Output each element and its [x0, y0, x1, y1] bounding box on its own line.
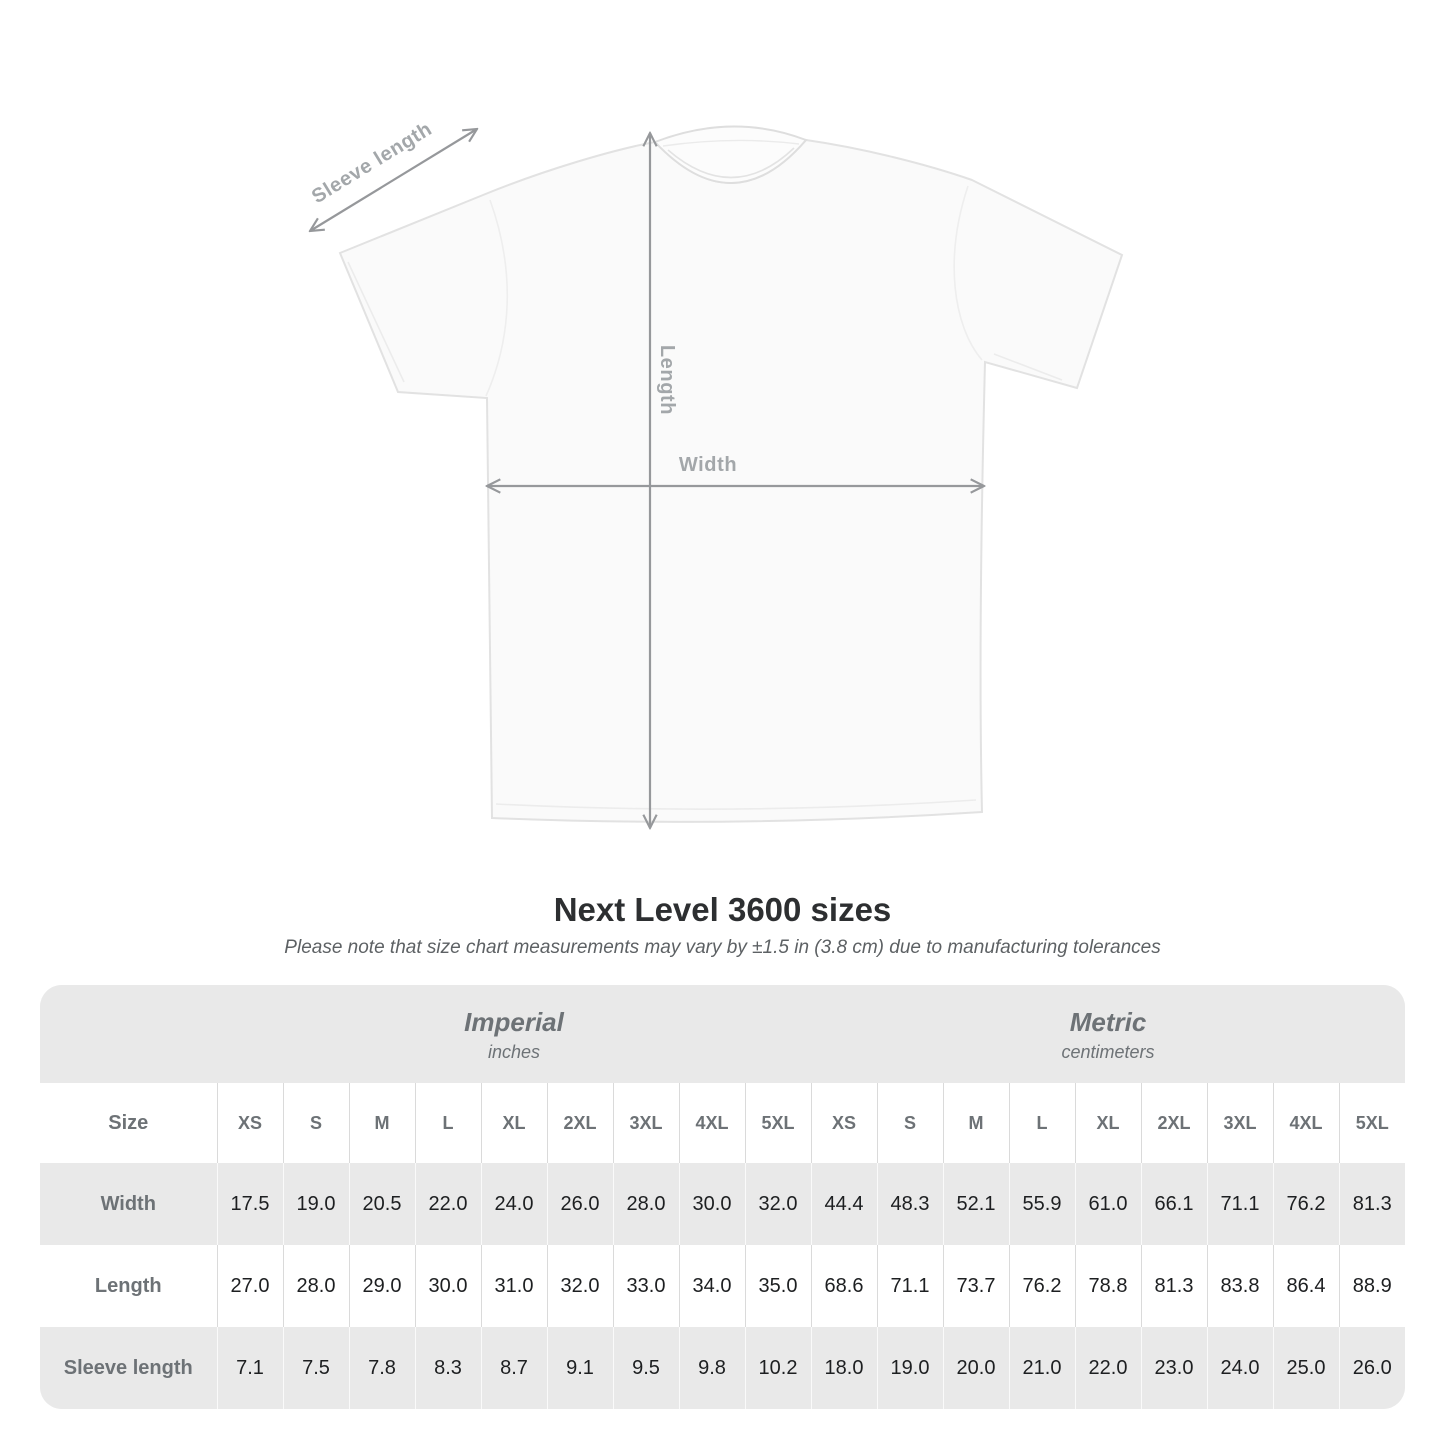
- size-table: [40, 985, 1405, 1409]
- size-column-header-metric-m: M: [943, 1083, 1009, 1163]
- measurement-value-cell: 71.1: [1207, 1163, 1273, 1245]
- unit-name: inches: [487, 1041, 541, 1062]
- length-label: Length: [656, 344, 678, 416]
- size-column-header-metric-s: S: [877, 1083, 943, 1163]
- size-column-header-metric-2xl: 2XL: [1141, 1083, 1207, 1163]
- size-column-header-metric-xs: XS: [811, 1083, 877, 1163]
- measurement-value-cell: 17.5: [217, 1163, 283, 1245]
- measurement-value-cell: 26.0: [1339, 1327, 1405, 1409]
- measurement-value-cell: 8.3: [415, 1327, 481, 1409]
- measurement-value-cell: 81.3: [1141, 1245, 1207, 1327]
- size-column-header-metric-3xl: 3XL: [1207, 1083, 1273, 1163]
- size-column-header-imperial-2xl: 2XL: [547, 1083, 613, 1163]
- unit-system-name: Metric: [1069, 1006, 1147, 1037]
- measurement-value-cell: 31.0: [481, 1245, 547, 1327]
- row-label: Width: [100, 1192, 156, 1215]
- size-corner-header: Size: [40, 1083, 217, 1163]
- size-column-header-imperial-5xl: 5XL: [745, 1083, 811, 1163]
- measurement-value-cell: 27.0: [217, 1245, 283, 1327]
- measurement-value-cell: 24.0: [1207, 1327, 1273, 1409]
- measurement-value-cell: 24.0: [481, 1163, 547, 1245]
- measurement-value-cell: 7.8: [349, 1327, 415, 1409]
- measurement-value-cell: 10.2: [745, 1327, 811, 1409]
- width-label: Width: [678, 454, 738, 476]
- measurement-value-cell: 81.3: [1339, 1163, 1405, 1245]
- size-column-header-imperial-s: S: [283, 1083, 349, 1163]
- measurement-value-cell: 29.0: [349, 1245, 415, 1327]
- tshirt-outline: [340, 140, 1122, 822]
- measurement-value-cell: 32.0: [745, 1163, 811, 1245]
- measurement-value-cell: 19.0: [283, 1163, 349, 1245]
- measurement-value-cell: 71.1: [877, 1245, 943, 1327]
- size-table-panel: [40, 985, 1405, 1409]
- size-column-header-imperial-m: M: [349, 1083, 415, 1163]
- measurement-value-cell: 7.1: [217, 1327, 283, 1409]
- size-column-header-imperial-4xl: 4XL: [679, 1083, 745, 1163]
- measurement-value-cell: 9.8: [679, 1327, 745, 1409]
- measurement-value-cell: 21.0: [1009, 1327, 1075, 1409]
- measurement-value-cell: 25.0: [1273, 1327, 1339, 1409]
- measurement-value-cell: 18.0: [811, 1327, 877, 1409]
- measurement-value-cell: 34.0: [679, 1245, 745, 1327]
- measurement-value-cell: 8.7: [481, 1327, 547, 1409]
- size-column-header-imperial-xl: XL: [481, 1083, 547, 1163]
- size-column-header-imperial-xs: XS: [217, 1083, 283, 1163]
- page-title: Next Level 3600 sizes: [553, 891, 892, 928]
- measurement-value-cell: 55.9: [1009, 1163, 1075, 1245]
- size-column-header-metric-4xl: 4XL: [1273, 1083, 1339, 1163]
- measurement-value-cell: 48.3: [877, 1163, 943, 1245]
- size-column-header-metric-xl: XL: [1075, 1083, 1141, 1163]
- measurement-value-cell: 32.0: [547, 1245, 613, 1327]
- measurement-value-cell: 22.0: [1075, 1327, 1141, 1409]
- size-column-header-metric-l: L: [1009, 1083, 1075, 1163]
- measurement-value-cell: 20.5: [349, 1163, 415, 1245]
- measurement-value-cell: 26.0: [547, 1163, 613, 1245]
- tolerance-note: Please note that size chart measurements may vary by ±1.5 in (3.8 cm) due to manufacturing tolerances: [284, 937, 1161, 958]
- measurement-row: [40, 1327, 1405, 1409]
- measurement-value-cell: 23.0: [1141, 1327, 1207, 1409]
- measurement-value-cell: 68.6: [811, 1245, 877, 1327]
- measurement-value-cell: 86.4: [1273, 1245, 1339, 1327]
- unit-name: centimeters: [1061, 1041, 1155, 1062]
- measurement-value-cell: 22.0: [415, 1163, 481, 1245]
- row-label: Sleeve length: [63, 1356, 193, 1379]
- measurement-value-cell: 19.0: [877, 1327, 943, 1409]
- size-column-header-imperial-l: L: [415, 1083, 481, 1163]
- measurement-value-cell: 33.0: [613, 1245, 679, 1327]
- measurement-value-cell: 73.7: [943, 1245, 1009, 1327]
- measurement-row: [40, 1163, 1405, 1245]
- sleeve-length-label: Sleeve length: [307, 117, 437, 209]
- imperial-group-header: [217, 985, 811, 1083]
- measurement-value-cell: 61.0: [1075, 1163, 1141, 1245]
- measurement-value-cell: 35.0: [745, 1245, 811, 1327]
- measurement-value-cell: 52.1: [943, 1163, 1009, 1245]
- metric-group-header: [811, 985, 1405, 1083]
- measurement-value-cell: 83.8: [1207, 1245, 1273, 1327]
- measurement-row: [40, 1245, 1405, 1327]
- measurement-value-cell: 44.4: [811, 1163, 877, 1245]
- measurement-value-cell: 7.5: [283, 1327, 349, 1409]
- group-header-spacer: [40, 985, 217, 1083]
- row-label: Length: [94, 1274, 162, 1297]
- measurement-value-cell: 28.0: [613, 1163, 679, 1245]
- measurement-value-cell: 30.0: [415, 1245, 481, 1327]
- measurement-value-cell: 88.9: [1339, 1245, 1405, 1327]
- measurement-value-cell: 9.5: [613, 1327, 679, 1409]
- measurement-value-cell: 76.2: [1009, 1245, 1075, 1327]
- size-column-header-metric-5xl: 5XL: [1339, 1083, 1405, 1163]
- measurement-value-cell: 76.2: [1273, 1163, 1339, 1245]
- measurement-value-cell: 9.1: [547, 1327, 613, 1409]
- measurement-value-cell: 78.8: [1075, 1245, 1141, 1327]
- measurement-value-cell: 28.0: [283, 1245, 349, 1327]
- measurement-value-cell: 66.1: [1141, 1163, 1207, 1245]
- unit-system-name: Imperial: [464, 1006, 564, 1037]
- size-column-header-imperial-3xl: 3XL: [613, 1083, 679, 1163]
- measurement-value-cell: 20.0: [943, 1327, 1009, 1409]
- measurement-value-cell: 30.0: [679, 1163, 745, 1245]
